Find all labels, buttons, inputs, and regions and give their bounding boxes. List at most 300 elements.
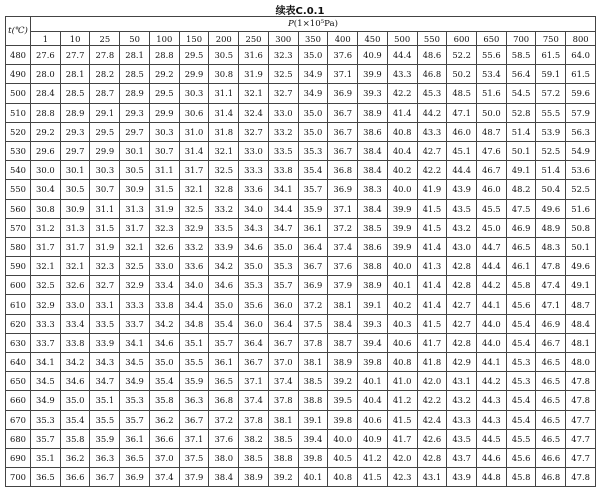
value-cell: 44.2 bbox=[477, 372, 507, 391]
value-cell: 59.6 bbox=[566, 84, 596, 103]
temperature-cell: 700 bbox=[6, 468, 31, 487]
value-cell: 45.1 bbox=[447, 141, 477, 160]
value-cell: 48.7 bbox=[477, 122, 507, 141]
table-row bbox=[6, 84, 596, 103]
value-cell: 44.0 bbox=[477, 314, 507, 333]
header-pressure: 200 bbox=[209, 32, 239, 46]
value-cell: 42.7 bbox=[417, 141, 447, 160]
value-cell: 36.9 bbox=[328, 84, 358, 103]
value-cell: 33.2 bbox=[179, 237, 209, 256]
value-cell: 28.9 bbox=[120, 84, 150, 103]
value-cell: 31.7 bbox=[120, 218, 150, 237]
value-cell: 48.3 bbox=[536, 237, 566, 256]
value-cell: 30.3 bbox=[90, 161, 120, 180]
value-cell: 29.2 bbox=[31, 122, 61, 141]
value-cell: 51.4 bbox=[536, 161, 566, 180]
value-cell: 42.6 bbox=[417, 429, 447, 448]
value-cell: 39.2 bbox=[268, 468, 298, 487]
value-cell: 28.9 bbox=[60, 103, 90, 122]
value-cell: 45.0 bbox=[477, 218, 507, 237]
value-cell: 43.5 bbox=[447, 199, 477, 218]
value-cell: 41.5 bbox=[417, 199, 447, 218]
value-cell: 32.5 bbox=[268, 65, 298, 84]
value-cell: 32.1 bbox=[239, 84, 269, 103]
header-pressure: 650 bbox=[477, 32, 507, 46]
value-cell: 45.5 bbox=[477, 199, 507, 218]
value-cell: 41.5 bbox=[417, 314, 447, 333]
value-cell: 35.5 bbox=[90, 410, 120, 429]
value-cell: 39.2 bbox=[328, 372, 358, 391]
temperature-cell: 500 bbox=[6, 84, 31, 103]
header-pressure: 450 bbox=[358, 32, 388, 46]
value-cell: 39.5 bbox=[328, 391, 358, 410]
value-cell: 35.0 bbox=[268, 237, 298, 256]
value-cell: 42.7 bbox=[447, 295, 477, 314]
value-cell: 31.7 bbox=[31, 237, 61, 256]
value-cell: 42.2 bbox=[417, 391, 447, 410]
temperature-cell: 590 bbox=[6, 257, 31, 276]
value-cell: 42.0 bbox=[387, 448, 417, 467]
value-cell: 41.7 bbox=[387, 429, 417, 448]
value-cell: 32.7 bbox=[90, 276, 120, 295]
table-row bbox=[6, 141, 596, 160]
header-pressure-unit: (1×10⁵Pa) bbox=[293, 19, 339, 29]
value-cell: 39.4 bbox=[358, 333, 388, 352]
value-cell: 35.7 bbox=[268, 276, 298, 295]
value-cell: 34.2 bbox=[60, 353, 90, 372]
temperature-cell: 600 bbox=[6, 276, 31, 295]
value-cell: 28.0 bbox=[31, 65, 61, 84]
value-cell: 34.9 bbox=[298, 84, 328, 103]
value-cell: 59.1 bbox=[536, 65, 566, 84]
value-cell: 32.3 bbox=[268, 46, 298, 65]
value-cell: 30.7 bbox=[90, 180, 120, 199]
value-cell: 38.4 bbox=[358, 199, 388, 218]
value-cell: 33.7 bbox=[31, 333, 61, 352]
table-body bbox=[6, 46, 596, 487]
value-cell: 34.6 bbox=[60, 372, 90, 391]
value-cell: 37.1 bbox=[179, 429, 209, 448]
value-cell: 32.1 bbox=[179, 180, 209, 199]
value-cell: 28.8 bbox=[149, 46, 179, 65]
value-cell: 38.8 bbox=[298, 391, 328, 410]
value-cell: 37.0 bbox=[268, 353, 298, 372]
value-cell: 33.0 bbox=[268, 103, 298, 122]
value-cell: 42.2 bbox=[387, 84, 417, 103]
value-cell: 55.6 bbox=[477, 46, 507, 65]
value-cell: 38.1 bbox=[268, 410, 298, 429]
table-row bbox=[6, 257, 596, 276]
value-cell: 34.9 bbox=[298, 65, 328, 84]
value-cell: 36.8 bbox=[328, 161, 358, 180]
value-cell: 33.2 bbox=[209, 199, 239, 218]
value-cell: 31.8 bbox=[209, 122, 239, 141]
value-cell: 31.4 bbox=[209, 103, 239, 122]
value-cell: 34.2 bbox=[149, 314, 179, 333]
value-cell: 46.6 bbox=[536, 448, 566, 467]
value-cell: 57.2 bbox=[536, 84, 566, 103]
value-cell: 37.4 bbox=[268, 372, 298, 391]
value-cell: 33.0 bbox=[60, 295, 90, 314]
value-cell: 51.6 bbox=[477, 84, 507, 103]
value-cell: 36.1 bbox=[209, 353, 239, 372]
value-cell: 45.4 bbox=[506, 314, 536, 333]
value-cell: 30.6 bbox=[179, 103, 209, 122]
value-cell: 29.9 bbox=[149, 103, 179, 122]
value-cell: 37.5 bbox=[179, 448, 209, 467]
value-cell: 45.3 bbox=[506, 372, 536, 391]
value-cell: 46.5 bbox=[536, 372, 566, 391]
value-cell: 50.8 bbox=[566, 218, 596, 237]
value-cell: 30.3 bbox=[179, 84, 209, 103]
value-cell: 32.1 bbox=[120, 237, 150, 256]
value-cell: 31.3 bbox=[60, 218, 90, 237]
value-cell: 53.4 bbox=[477, 65, 507, 84]
value-cell: 45.8 bbox=[506, 276, 536, 295]
value-cell: 38.9 bbox=[358, 103, 388, 122]
value-cell: 40.0 bbox=[387, 180, 417, 199]
value-cell: 46.0 bbox=[447, 122, 477, 141]
table-row bbox=[6, 199, 596, 218]
value-cell: 38.4 bbox=[209, 468, 239, 487]
value-cell: 49.1 bbox=[566, 276, 596, 295]
value-cell: 29.3 bbox=[120, 103, 150, 122]
value-cell: 27.8 bbox=[90, 46, 120, 65]
value-cell: 35.7 bbox=[31, 429, 61, 448]
value-cell: 34.1 bbox=[120, 333, 150, 352]
value-cell: 50.2 bbox=[447, 65, 477, 84]
value-cell: 28.4 bbox=[31, 84, 61, 103]
value-cell: 36.7 bbox=[179, 410, 209, 429]
value-cell: 38.8 bbox=[268, 448, 298, 467]
value-cell: 47.8 bbox=[566, 372, 596, 391]
value-cell: 49.6 bbox=[566, 257, 596, 276]
value-cell: 37.0 bbox=[149, 448, 179, 467]
value-cell: 33.9 bbox=[90, 333, 120, 352]
value-cell: 40.3 bbox=[387, 314, 417, 333]
value-cell: 58.5 bbox=[506, 46, 536, 65]
value-cell: 42.8 bbox=[447, 276, 477, 295]
value-cell: 43.7 bbox=[447, 448, 477, 467]
value-cell: 35.8 bbox=[60, 429, 90, 448]
temperature-cell: 630 bbox=[6, 333, 31, 352]
value-cell: 38.0 bbox=[209, 448, 239, 467]
value-cell: 47.7 bbox=[566, 429, 596, 448]
value-cell: 36.2 bbox=[60, 448, 90, 467]
temperature-cell: 680 bbox=[6, 429, 31, 448]
value-cell: 40.9 bbox=[358, 429, 388, 448]
value-cell: 35.0 bbox=[209, 295, 239, 314]
value-cell: 35.4 bbox=[209, 314, 239, 333]
temperature-cell: 570 bbox=[6, 218, 31, 237]
value-cell: 40.4 bbox=[387, 141, 417, 160]
value-cell: 42.8 bbox=[417, 448, 447, 467]
value-cell: 28.5 bbox=[60, 84, 90, 103]
table-row bbox=[6, 333, 596, 352]
value-cell: 43.9 bbox=[447, 468, 477, 487]
value-cell: 30.5 bbox=[60, 180, 90, 199]
value-cell: 33.3 bbox=[239, 161, 269, 180]
value-cell: 43.1 bbox=[417, 468, 447, 487]
table-row bbox=[6, 65, 596, 84]
value-cell: 48.0 bbox=[566, 353, 596, 372]
value-cell: 36.5 bbox=[31, 468, 61, 487]
value-cell: 41.9 bbox=[417, 180, 447, 199]
value-cell: 33.7 bbox=[120, 314, 150, 333]
table-row bbox=[6, 391, 596, 410]
value-cell: 27.6 bbox=[31, 46, 61, 65]
value-cell: 30.8 bbox=[209, 65, 239, 84]
value-cell: 37.8 bbox=[298, 333, 328, 352]
value-cell: 36.9 bbox=[120, 468, 150, 487]
value-cell: 34.1 bbox=[31, 353, 61, 372]
value-cell: 40.8 bbox=[387, 353, 417, 372]
value-cell: 45.4 bbox=[506, 391, 536, 410]
value-cell: 33.0 bbox=[239, 141, 269, 160]
value-cell: 42.0 bbox=[417, 372, 447, 391]
value-cell: 35.3 bbox=[268, 257, 298, 276]
value-cell: 35.0 bbox=[60, 391, 90, 410]
value-cell: 56.4 bbox=[506, 65, 536, 84]
value-cell: 45.3 bbox=[506, 353, 536, 372]
value-cell: 46.9 bbox=[536, 314, 566, 333]
value-cell: 28.5 bbox=[120, 65, 150, 84]
value-cell: 49.6 bbox=[536, 199, 566, 218]
value-cell: 36.7 bbox=[90, 468, 120, 487]
value-cell: 46.8 bbox=[536, 468, 566, 487]
value-cell: 39.8 bbox=[358, 353, 388, 372]
value-cell: 33.6 bbox=[239, 180, 269, 199]
value-cell: 30.1 bbox=[120, 141, 150, 160]
value-cell: 28.8 bbox=[31, 103, 61, 122]
value-cell: 39.9 bbox=[358, 65, 388, 84]
value-cell: 36.7 bbox=[268, 333, 298, 352]
value-cell: 40.0 bbox=[387, 257, 417, 276]
value-cell: 41.2 bbox=[387, 391, 417, 410]
value-cell: 38.7 bbox=[328, 333, 358, 352]
value-cell: 34.5 bbox=[120, 353, 150, 372]
value-cell: 35.9 bbox=[179, 372, 209, 391]
header-pressure: 250 bbox=[239, 32, 269, 46]
temperature-cell: 490 bbox=[6, 65, 31, 84]
value-cell: 38.2 bbox=[239, 429, 269, 448]
value-cell: 32.1 bbox=[31, 257, 61, 276]
value-cell: 47.4 bbox=[536, 276, 566, 295]
value-cell: 35.4 bbox=[149, 372, 179, 391]
value-cell: 35.4 bbox=[60, 410, 90, 429]
value-cell: 37.2 bbox=[209, 410, 239, 429]
table-header bbox=[6, 17, 596, 46]
value-cell: 33.5 bbox=[90, 314, 120, 333]
table-row bbox=[6, 372, 596, 391]
value-cell: 46.9 bbox=[506, 218, 536, 237]
value-cell: 41.4 bbox=[417, 237, 447, 256]
value-cell: 38.3 bbox=[358, 180, 388, 199]
value-cell: 52.8 bbox=[506, 103, 536, 122]
value-cell: 55.5 bbox=[536, 103, 566, 122]
value-cell: 34.4 bbox=[268, 199, 298, 218]
table-row bbox=[6, 46, 596, 65]
value-cell: 53.6 bbox=[566, 161, 596, 180]
value-cell: 46.1 bbox=[506, 257, 536, 276]
value-cell: 33.3 bbox=[120, 295, 150, 314]
value-cell: 36.4 bbox=[239, 333, 269, 352]
value-cell: 37.4 bbox=[239, 391, 269, 410]
value-cell: 41.4 bbox=[417, 295, 447, 314]
value-cell: 36.5 bbox=[120, 448, 150, 467]
value-cell: 29.2 bbox=[149, 65, 179, 84]
value-cell: 32.1 bbox=[60, 257, 90, 276]
value-cell: 32.8 bbox=[209, 180, 239, 199]
value-cell: 35.6 bbox=[239, 295, 269, 314]
value-cell: 50.1 bbox=[506, 141, 536, 160]
value-cell: 35.3 bbox=[239, 276, 269, 295]
value-cell: 40.6 bbox=[358, 410, 388, 429]
table-row bbox=[6, 429, 596, 448]
table-row bbox=[6, 180, 596, 199]
value-cell: 40.4 bbox=[358, 391, 388, 410]
value-cell: 33.1 bbox=[90, 295, 120, 314]
value-cell: 38.9 bbox=[358, 276, 388, 295]
value-cell: 44.2 bbox=[417, 103, 447, 122]
value-cell: 34.6 bbox=[209, 276, 239, 295]
value-cell: 41.5 bbox=[358, 468, 388, 487]
value-cell: 46.7 bbox=[536, 333, 566, 352]
value-cell: 37.6 bbox=[328, 46, 358, 65]
value-cell: 46.5 bbox=[536, 353, 566, 372]
value-cell: 34.8 bbox=[179, 314, 209, 333]
temperature-cell: 610 bbox=[6, 295, 31, 314]
value-cell: 38.5 bbox=[239, 448, 269, 467]
value-cell: 31.1 bbox=[209, 84, 239, 103]
value-cell: 38.1 bbox=[328, 295, 358, 314]
value-cell: 50.1 bbox=[566, 237, 596, 256]
value-cell: 31.7 bbox=[60, 237, 90, 256]
value-cell: 34.4 bbox=[179, 295, 209, 314]
value-cell: 37.8 bbox=[268, 391, 298, 410]
temperature-cell: 650 bbox=[6, 372, 31, 391]
header-pressure: 25 bbox=[90, 32, 120, 46]
value-cell: 40.2 bbox=[387, 295, 417, 314]
value-cell: 40.9 bbox=[358, 46, 388, 65]
value-cell: 32.5 bbox=[179, 199, 209, 218]
value-cell: 32.7 bbox=[239, 122, 269, 141]
value-cell: 47.7 bbox=[566, 410, 596, 429]
temperature-cell: 660 bbox=[6, 391, 31, 410]
header-pressure: 750 bbox=[536, 32, 566, 46]
value-cell: 43.5 bbox=[447, 429, 477, 448]
header-pressure: 800 bbox=[566, 32, 596, 46]
value-cell: 34.0 bbox=[179, 276, 209, 295]
value-cell: 41.4 bbox=[387, 103, 417, 122]
table-row bbox=[6, 103, 596, 122]
value-cell: 28.2 bbox=[90, 65, 120, 84]
value-cell: 33.4 bbox=[149, 276, 179, 295]
value-cell: 37.2 bbox=[328, 218, 358, 237]
table-row bbox=[6, 410, 596, 429]
temperature-cell: 530 bbox=[6, 141, 31, 160]
value-cell: 34.6 bbox=[239, 237, 269, 256]
value-cell: 61.5 bbox=[566, 65, 596, 84]
value-cell: 44.7 bbox=[477, 237, 507, 256]
value-cell: 35.7 bbox=[298, 180, 328, 199]
value-cell: 46.8 bbox=[417, 65, 447, 84]
value-cell: 34.9 bbox=[31, 391, 61, 410]
value-cell: 35.8 bbox=[149, 391, 179, 410]
value-cell: 29.9 bbox=[179, 65, 209, 84]
value-cell: 34.3 bbox=[90, 353, 120, 372]
value-cell: 33.8 bbox=[60, 333, 90, 352]
value-cell: 43.9 bbox=[447, 180, 477, 199]
value-cell: 34.7 bbox=[90, 372, 120, 391]
value-cell: 36.4 bbox=[268, 314, 298, 333]
value-cell: 47.1 bbox=[447, 103, 477, 122]
value-cell: 44.2 bbox=[477, 276, 507, 295]
value-cell: 44.4 bbox=[387, 46, 417, 65]
table-row bbox=[6, 468, 596, 487]
value-cell: 42.3 bbox=[387, 468, 417, 487]
value-cell: 32.9 bbox=[179, 218, 209, 237]
value-cell: 34.0 bbox=[239, 199, 269, 218]
value-cell: 31.1 bbox=[149, 161, 179, 180]
value-cell: 32.3 bbox=[90, 257, 120, 276]
value-cell: 31.4 bbox=[179, 141, 209, 160]
value-cell: 34.7 bbox=[268, 218, 298, 237]
temperature-cell: 690 bbox=[6, 448, 31, 467]
value-cell: 31.5 bbox=[149, 180, 179, 199]
value-cell: 35.5 bbox=[179, 353, 209, 372]
value-cell: 47.8 bbox=[566, 468, 596, 487]
value-cell: 29.7 bbox=[120, 122, 150, 141]
value-cell: 41.4 bbox=[417, 276, 447, 295]
value-cell: 30.3 bbox=[149, 122, 179, 141]
value-cell: 44.1 bbox=[477, 353, 507, 372]
value-cell: 36.2 bbox=[149, 410, 179, 429]
value-cell: 33.5 bbox=[268, 141, 298, 160]
temperature-cell: 510 bbox=[6, 103, 31, 122]
temperature-cell: 480 bbox=[6, 46, 31, 65]
value-cell: 42.2 bbox=[417, 161, 447, 180]
value-cell: 29.9 bbox=[90, 141, 120, 160]
value-cell: 37.4 bbox=[328, 237, 358, 256]
value-cell: 47.5 bbox=[506, 199, 536, 218]
value-cell: 31.3 bbox=[120, 199, 150, 218]
value-cell: 37.1 bbox=[239, 372, 269, 391]
value-cell: 39.8 bbox=[298, 448, 328, 467]
value-cell: 47.8 bbox=[536, 257, 566, 276]
value-cell: 33.0 bbox=[149, 257, 179, 276]
value-cell: 57.9 bbox=[566, 103, 596, 122]
value-cell: 43.0 bbox=[447, 237, 477, 256]
value-cell: 38.5 bbox=[298, 372, 328, 391]
value-cell: 44.3 bbox=[477, 391, 507, 410]
header-pressure: 100 bbox=[149, 32, 179, 46]
value-cell: 39.8 bbox=[328, 410, 358, 429]
value-cell: 48.7 bbox=[566, 295, 596, 314]
value-cell: 35.3 bbox=[298, 141, 328, 160]
value-cell: 54.5 bbox=[506, 84, 536, 103]
value-cell: 36.7 bbox=[328, 122, 358, 141]
value-cell: 33.5 bbox=[209, 218, 239, 237]
value-cell: 34.1 bbox=[268, 180, 298, 199]
value-cell: 40.1 bbox=[387, 276, 417, 295]
temperature-cell: 520 bbox=[6, 122, 31, 141]
value-cell: 35.0 bbox=[298, 46, 328, 65]
table-row bbox=[6, 276, 596, 295]
header-pressure: 50 bbox=[120, 32, 150, 46]
value-cell: 34.5 bbox=[31, 372, 61, 391]
value-cell: 39.3 bbox=[358, 314, 388, 333]
